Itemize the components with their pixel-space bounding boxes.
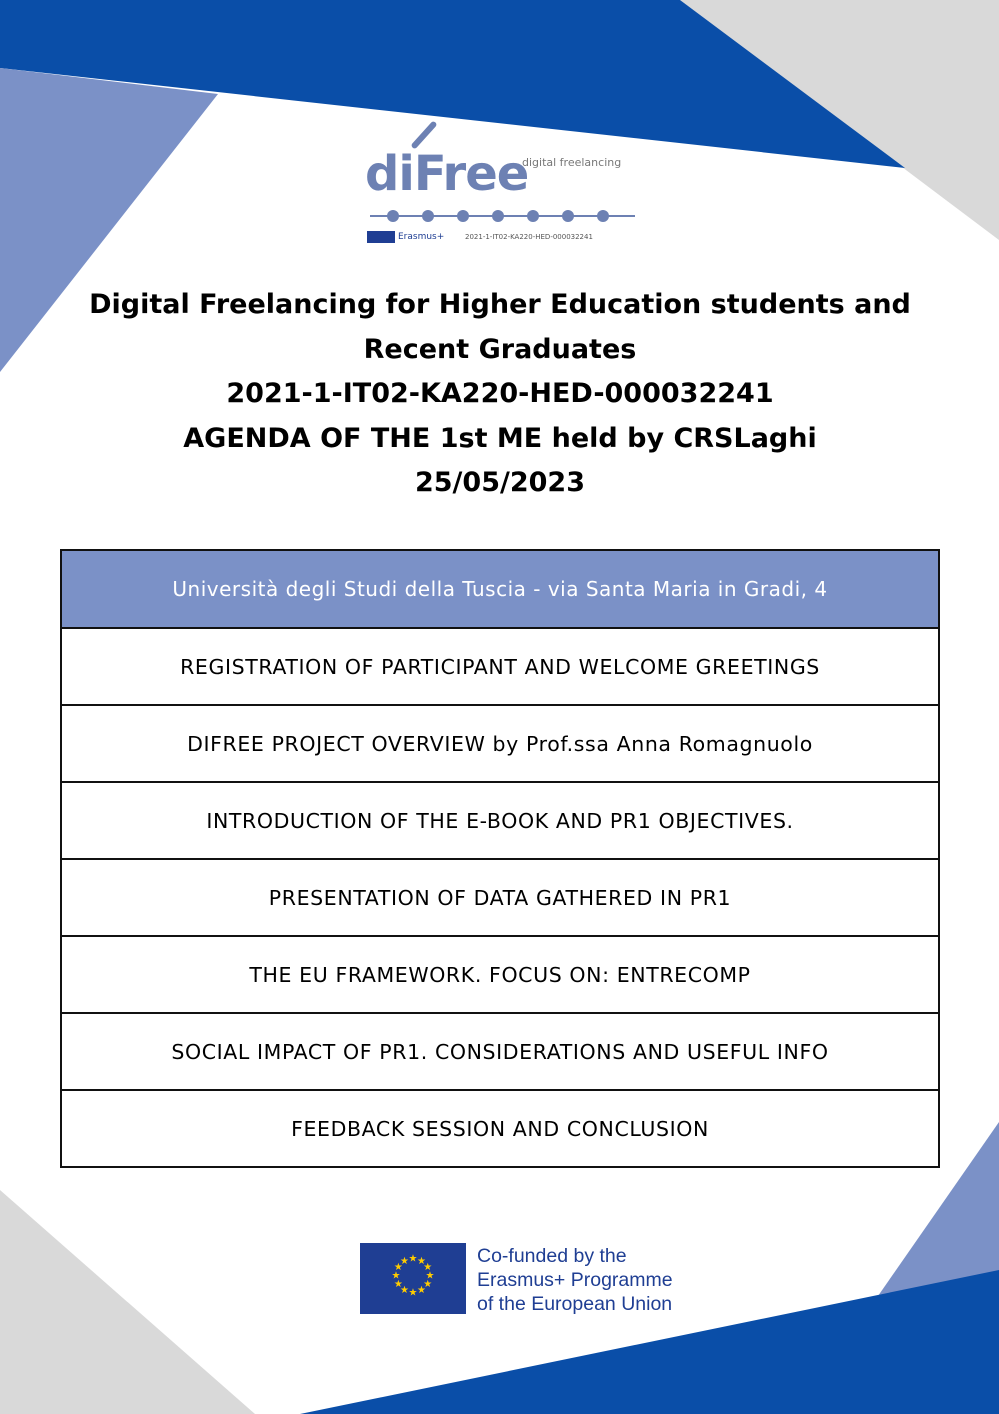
svg-text:★: ★	[400, 1285, 409, 1297]
svg-text:★: ★	[423, 1262, 433, 1273]
title-date: 25/05/2023	[414, 467, 585, 498]
logo-project-code: 2021-1-IT02-KA220-HED-000032241	[465, 233, 593, 241]
difree-logo	[365, 128, 640, 248]
title-line: Digital Freelancing for Higher Education students and	[89, 289, 911, 320]
svg-text:★: ★	[417, 1285, 426, 1297]
agenda-item: FEEDBACK SESSION AND CONCLUSION	[62, 1089, 938, 1166]
svg-text:★: ★	[393, 1262, 403, 1273]
cofunded-text	[477, 1244, 673, 1316]
logo-dot	[562, 210, 574, 222]
agenda-item: INTRODUCTION OF THE E-BOOK AND PR1 OBJECTIVES.	[62, 781, 938, 858]
logo-tagline: digital freelancing	[522, 156, 622, 169]
agenda-item: SOCIAL IMPACT OF PR1. CONSIDERATIONS AND USEFUL INFO	[62, 1012, 938, 1089]
title-agenda-heading: AGENDA OF THE 1st ME held by CRSLaghi	[183, 422, 817, 454]
eu-flag-icon	[360, 1243, 466, 1314]
svg-text:★: ★	[393, 1279, 403, 1290]
svg-text:★: ★	[417, 1255, 426, 1267]
agenda-item: REGISTRATION OF PARTICIPANT AND WELCOME GREETINGS	[62, 627, 938, 704]
logo-dot	[492, 210, 504, 222]
logo-wordmark	[365, 146, 529, 202]
svg-text:★: ★	[408, 1287, 418, 1299]
eu-stars-icon	[360, 1243, 466, 1314]
logo-dot	[527, 210, 539, 222]
agenda-item: PRESENTATION OF DATA GATHERED IN PR1	[62, 858, 938, 935]
cofunded-line: of the European Union	[477, 1293, 673, 1315]
title-line: Recent Graduates	[363, 333, 637, 365]
agenda-venue-header: Università degli Studi della Tuscia - via Santa Maria in Gradi, 4	[62, 551, 938, 627]
title-project-code: 2021-1-IT02-KA220-HED-000032241	[226, 378, 774, 409]
logo-wordmark-prefix: di	[365, 146, 414, 202]
logo-dot	[422, 210, 434, 222]
svg-text:★: ★	[391, 1270, 401, 1282]
logo-dot	[597, 210, 609, 222]
eu-flag-mini-icon	[367, 231, 395, 243]
agenda-table	[60, 549, 940, 1168]
document-title	[60, 283, 940, 506]
logo-dot	[387, 210, 399, 222]
logo-wordmark-main: Free	[413, 146, 529, 202]
svg-text:★: ★	[408, 1253, 418, 1265]
svg-text:★: ★	[425, 1270, 435, 1282]
agenda-item: DIFREE PROJECT OVERVIEW by Prof.ssa Anna Romagnuolo	[62, 704, 938, 781]
cofunded-line: Co-funded by the	[477, 1245, 627, 1267]
svg-text:★: ★	[423, 1279, 433, 1290]
logo-dot	[457, 210, 469, 222]
cofunded-line: Erasmus+ Programme	[477, 1269, 673, 1291]
agenda-item: THE EU FRAMEWORK. FOCUS ON: ENTRECOMP	[62, 935, 938, 1012]
logo-erasmus-label: Erasmus+	[398, 232, 445, 242]
bottom-left-grey-triangle	[0, 1190, 255, 1414]
svg-text:★: ★	[400, 1255, 409, 1267]
